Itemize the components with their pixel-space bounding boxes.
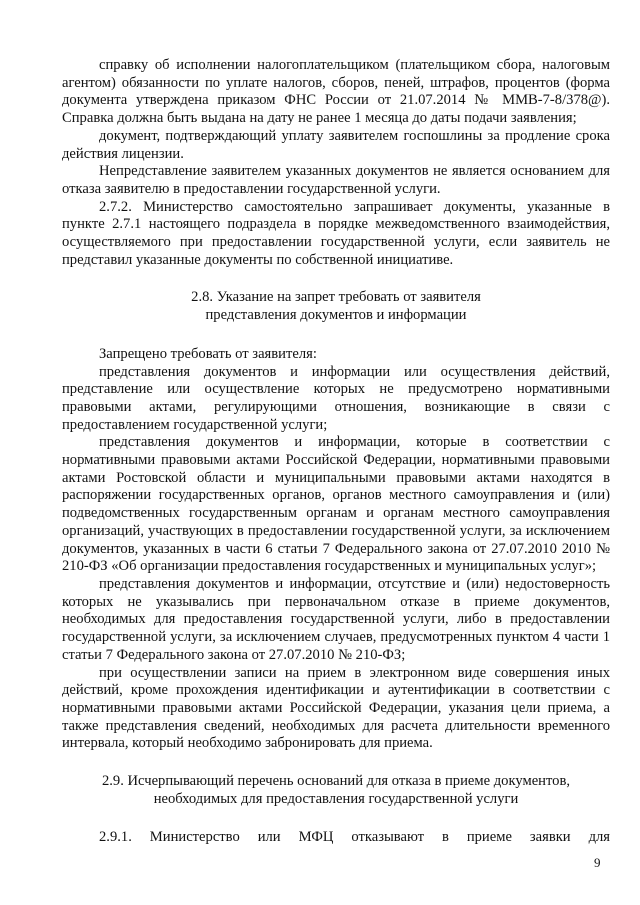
section-2-9-title-line2: необходимых для предоставления государственной услуги bbox=[153, 790, 519, 807]
paragraph-prohibited-intro: Запрещено требовать от заявителя: bbox=[99, 345, 317, 362]
section-2-8-title-line2: представления документов и информации bbox=[205, 307, 467, 324]
paragraph-prohibited-item-1: представления документов и информации или осуществления действий, представление или осуществление которых не предусмотрено нормативными правовыми актами, регулирующими отношения, возникающие в связи с предоставлением государственной услуги; bbox=[62, 363, 610, 433]
section-2-9-heading bbox=[62, 773, 610, 808]
spacer bbox=[62, 753, 610, 773]
section-2-9-title-line1: 2.9. Исчерпывающий перечень оснований для отказа в приеме документов, bbox=[101, 773, 571, 790]
section-2-8-title-line1: 2.8. Указание на запрет требовать от заявителя bbox=[191, 289, 481, 306]
paragraph-2-7-2: 2.7.2. Министерство самостоятельно запрашивает документы, указанные в пункте 2.7.1 настоящего подраздела в порядке межведомственного взаимодействия, осуществляемого при предоставлении государственной услуги, если заявитель не представил указанные документы по собственной инициативе. bbox=[62, 198, 610, 268]
page-number: 9 bbox=[594, 855, 601, 870]
paragraph-state-fee: документ, подтверждающий уплату заявителем госпошлины за продление срока действия лицензии. bbox=[62, 127, 610, 162]
section-2-8-heading bbox=[62, 289, 610, 324]
document-page bbox=[62, 57, 610, 847]
paragraph-non-submission: Непредставление заявителем указанных документов не является основанием для отказа заявителю в предоставлении государственной услуги. bbox=[62, 163, 610, 197]
spacer bbox=[62, 325, 610, 346]
spacer bbox=[62, 808, 610, 829]
paragraph-tax-certificate: справку об исполнении налогоплательщиком (плательщиком сбора, налоговым агентом) обязанности по уплате налогов, сборов, пеней, штрафов, процентов (форма документа утверждена приказом ФНС России от 21.07.2014 № ММВ-7-8/378@). Справка должна быть выдана на дату не ранее 1 месяца до даты подачи заявления; bbox=[62, 57, 610, 127]
paragraph-prohibited-item-2: представления документов и информации, которые в соответствии с нормативными правовыми актами Российской Федерации, нормативными правовыми актами Ростовской области и муниципальными правовыми актами находятся в распоряжении государственных органов, органов местного самоуправления и (или) подведомственных государственным органам и органам местного самоуправления организаций, участвующих в предоставлении государственной услуги, за исключением документов, указанных в части 6 статьи 7 Федерального закона от 27.07.2010 2010 № 210-ФЗ «Об организации предоставления государственных и муниципальных услуг»; bbox=[62, 434, 610, 575]
paragraph-prohibited-item-3: представления документов и информации, отсутствие и (или) недостоверность которых не указывались при первоначальном отказе в приеме документов, необходимых для предоставления государственной услуги, либо в предоставлении государственной услуги, за исключением случаев, предусмотренных пунктом 4 части 1 статьи 7 Федерального закона от 27.07.2010 № 210-ФЗ; bbox=[62, 575, 610, 663]
paragraph-prohibited-item-4: при осуществлении записи на прием в электронном виде совершения иных действий, кроме прохождения идентификации и аутентификации в соответствии с нормативными правовыми актами Российской Федерации, указания цели приема, а также представления сведений, необходимых для расчета длительности временного интервала, который необходимо забронировать для приема. bbox=[62, 664, 610, 752]
spacer bbox=[62, 269, 610, 289]
paragraph-2-9-1: 2.9.1. Министерство или МФЦ отказывают в приеме заявки для bbox=[99, 829, 610, 846]
